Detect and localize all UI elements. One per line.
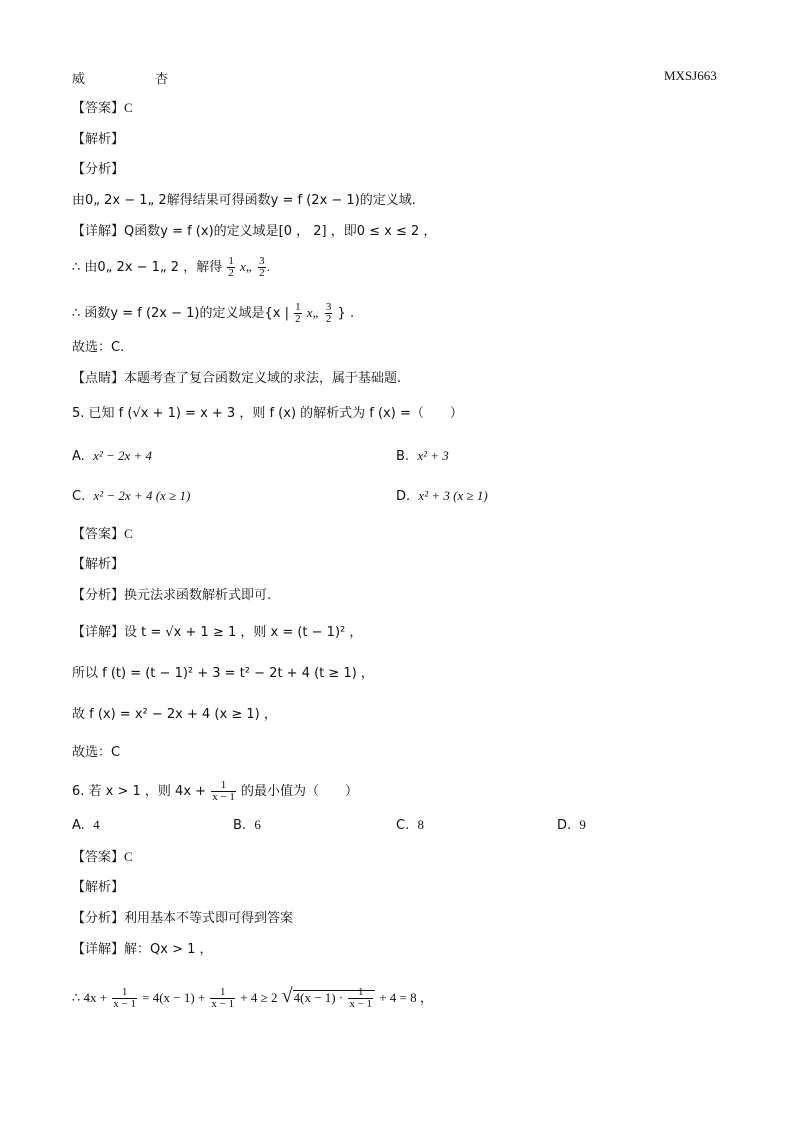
- q6-xiangjie-line-2: [72, 987, 433, 1010]
- q4-answer-line: [72, 99, 133, 118]
- frac-den: 2: [325, 313, 332, 325]
- xiangjie-text-2b: x„: [240, 259, 253, 274]
- option-text: x² + 3 (x ≥ 1): [418, 488, 488, 503]
- q5-xiangjie-line-2: 所以 f (t) = (t − 1)² + 3 = t² − 2t + 4 (t ≥ 1) ，: [72, 666, 374, 681]
- expr-a: ∴ 4x +: [72, 990, 108, 1005]
- fraction-2: [210, 987, 235, 1010]
- header-char-1: 威: [72, 72, 86, 87]
- q6-fenxi-line: [72, 910, 293, 928]
- option-label: C.: [72, 489, 86, 504]
- option-label: B.: [396, 449, 410, 464]
- stem-fraction: [211, 780, 236, 803]
- option-text: x² + 3: [417, 448, 449, 463]
- sqrt-sign: √: [281, 985, 293, 1007]
- frac-num: 1: [228, 255, 234, 267]
- frac-num: 1: [210, 987, 235, 999]
- option-text: 8: [417, 817, 424, 832]
- fraction-three-half: [258, 256, 266, 279]
- xiangjie-tag: 【详解】: [72, 224, 125, 239]
- q6-option-c: [396, 817, 424, 833]
- option-text: x² − 2x + 4: [93, 448, 153, 463]
- xiangjie-text: Q函数y = f (x)的定义域是[0 ， 2] ，即0 ≤ x ≤ 2 ，: [124, 224, 437, 239]
- dianjing-tag: 【点睛】: [72, 371, 125, 386]
- q6-option-a: [72, 817, 100, 833]
- q4-xiangjie-line-1: [72, 223, 436, 241]
- xiangjie-text-3a: ∴ 函数y = f (2x − 1)的定义域是{x |: [72, 306, 289, 321]
- answer-tag: 【答案】: [72, 527, 125, 542]
- frac-num: 3: [325, 301, 332, 313]
- xiangjie-text: 设 t = √x + 1 ≥ 1 ，则 x = (t − 1)² ，: [124, 625, 363, 640]
- fraction-1: [112, 987, 137, 1010]
- q4-xiangjie-line-3: [72, 302, 354, 325]
- option-label: D.: [396, 489, 411, 504]
- answer-value: C: [124, 100, 133, 115]
- q6-stem: [72, 780, 358, 803]
- header-char-2: 杏: [155, 72, 169, 87]
- fenxi-tag: 【分析】: [72, 911, 125, 926]
- q5-option-c: [72, 488, 190, 504]
- sqrt-radicand: [293, 986, 375, 1010]
- fenxi-text: 换元法求函数解析式即可.: [124, 588, 272, 603]
- q6-xiangjie-line-1: [72, 941, 213, 959]
- q5-guxuan: 故选：C: [72, 745, 121, 760]
- q5-stem: 5. 已知 f (√x + 1) = x + 3 ，则 f (x) 的解析式为 f (x) =（ ）: [72, 406, 463, 421]
- frac-den: 2: [259, 267, 265, 279]
- q4-fenxi-text: 由0„ 2x − 1„ 2解得结果可得函数y = f (2x − 1)的定义域.: [72, 193, 416, 208]
- stem-text-b: 的最小值为（ ）: [241, 784, 359, 799]
- frac-den: 2: [295, 313, 301, 325]
- q5-answer-line: [72, 525, 133, 544]
- fraction-3: [348, 987, 373, 1010]
- option-text: 9: [579, 817, 586, 832]
- frac-den: 2: [228, 267, 234, 279]
- expr-b: = 4(x − 1) +: [142, 990, 206, 1005]
- frac-den: x − 1: [349, 998, 373, 1010]
- q4-guxuan: 故选：C.: [72, 340, 125, 355]
- frac-num: 1: [348, 987, 373, 999]
- frac-num: 1: [295, 301, 301, 313]
- fraction-three-half-b: [325, 302, 333, 325]
- frac-num: 1: [112, 987, 137, 999]
- page-header-code: MXSJ663: [664, 68, 717, 83]
- xiangjie-tag: 【详解】: [72, 942, 125, 957]
- stem-text-a: 6. 若 x > 1 ，则 4x +: [72, 784, 207, 799]
- option-text: 4: [93, 817, 100, 832]
- xiangjie-text-3c: } .: [337, 306, 355, 321]
- q5-option-a: [72, 448, 152, 464]
- xiangjie-tag: 【详解】: [72, 625, 125, 640]
- q6-jiexi-tag: 【解析】: [72, 880, 125, 895]
- option-label: D.: [557, 818, 572, 833]
- q5-xiangjie-line-3: 故 f (x) = x² − 2x + 4 (x ≥ 1) ，: [72, 707, 277, 722]
- frac-num: 1: [211, 780, 236, 792]
- q6-option-d: [557, 817, 586, 833]
- q4-dianjing-line: [72, 370, 401, 388]
- fraction-one-half: [227, 256, 235, 279]
- xiangjie-text: 解：Qx > 1 ，: [124, 942, 213, 957]
- expr-c: + 4 ≥ 2: [240, 990, 278, 1005]
- q6-answer-line: [72, 848, 133, 867]
- xiangjie-text-2a: ∴ 由0„ 2x − 1„ 2 ，解得: [72, 260, 223, 275]
- q6-option-b: [233, 817, 261, 833]
- option-label: A.: [72, 818, 85, 833]
- option-text: 6: [254, 817, 261, 832]
- answer-value: C: [124, 849, 133, 864]
- option-label: C.: [396, 818, 410, 833]
- answer-tag: 【答案】: [72, 101, 125, 116]
- q5-option-b: [396, 448, 449, 464]
- frac-den: x − 1: [113, 998, 136, 1010]
- q4-xiangjie-line-2: ∴ 由0„ 2x − 1„ 2 ，解得 $\frac{1}{2}$ x„ $\frac{3}{2}$ .: [72, 255, 270, 279]
- frac-num: 3: [259, 255, 265, 267]
- dianjing-text: 本题考查了复合函数定义域的求法，属于基础题.: [124, 371, 402, 386]
- fraction-one-half-b: [294, 302, 302, 325]
- expr-e: + 4 = 8 ，: [379, 990, 433, 1005]
- answer-tag: 【答案】: [72, 850, 125, 865]
- option-label: B.: [233, 818, 247, 833]
- option-label: A.: [72, 449, 85, 464]
- page-header-left: [72, 68, 168, 87]
- xiangjie-text-3b: x„: [306, 305, 320, 320]
- q4-fenxi-tag: 【分析】: [72, 162, 125, 177]
- fenxi-text: 利用基本不等式即可得到答案: [124, 911, 294, 926]
- q5-fenxi-line: [72, 587, 271, 605]
- q4-jiexi-tag: 【解析】: [72, 132, 125, 147]
- frac-den: x − 1: [212, 791, 235, 803]
- q5-xiangjie-line-1: [72, 624, 362, 642]
- option-text: x² − 2x + 4 (x ≥ 1): [93, 488, 191, 503]
- q5-jiexi-tag: 【解析】: [72, 557, 125, 572]
- expr-d: 4(x − 1) ·: [293, 990, 344, 1005]
- q5-option-d: [396, 488, 488, 504]
- answer-value: C: [124, 526, 133, 541]
- frac-den: x − 1: [211, 998, 235, 1010]
- fenxi-tag: 【分析】: [72, 588, 125, 603]
